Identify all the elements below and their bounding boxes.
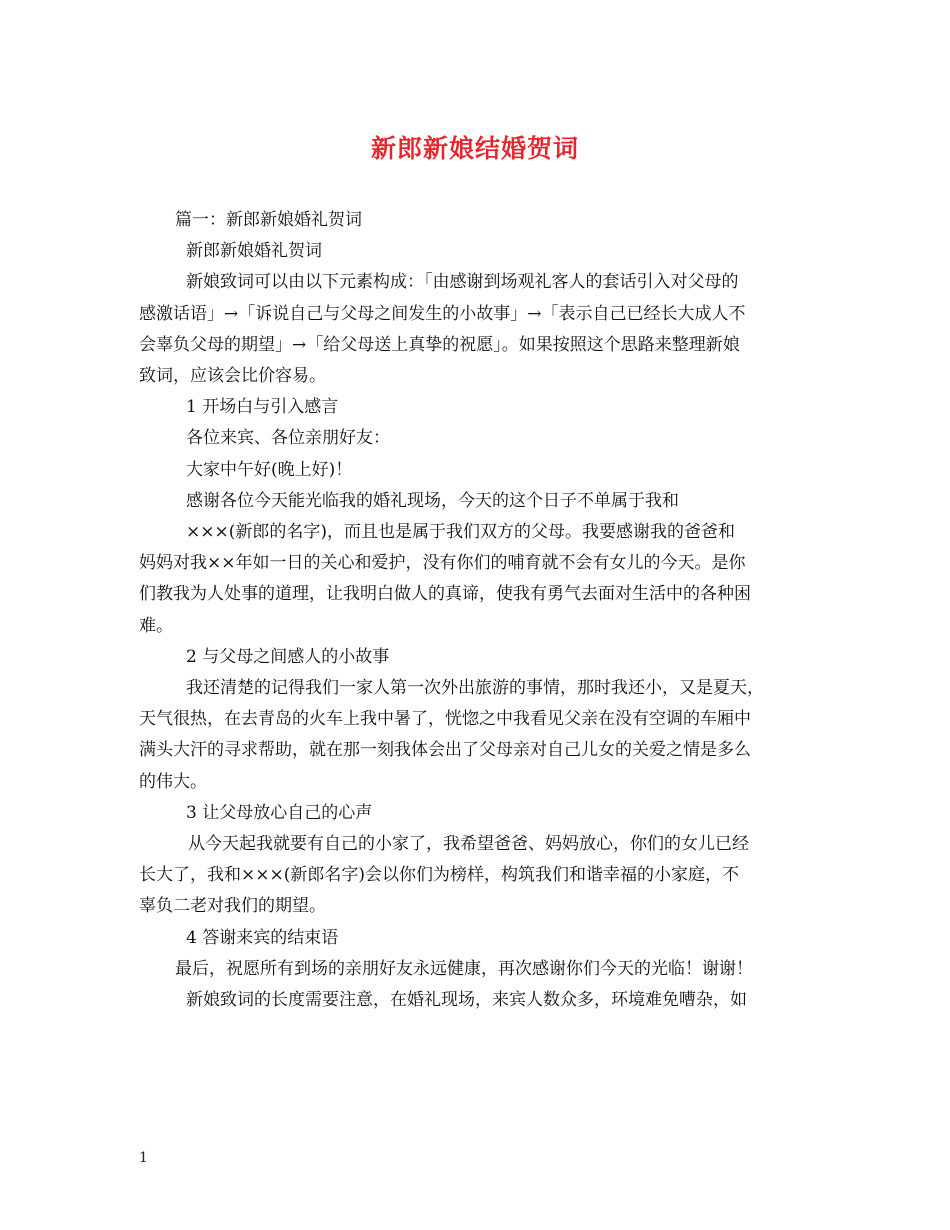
paragraph-line: 新娘致词的长度需要注意，在婚礼现场，来宾人数众多，环境难免嘈杂，如 bbox=[186, 990, 747, 1011]
paragraph-line: 大家中午好(晚上好)！ bbox=[186, 459, 353, 480]
document-body bbox=[139, 205, 829, 1016]
paragraph-line: 新娘致词可以由以下元素构成：「由感谢到场观礼客人的套话引入对父母的 bbox=[186, 272, 739, 293]
paragraph-line: 我还清楚的记得我们一家人第一次外出旅游的事情，那时我还小，又是夏天， bbox=[186, 678, 764, 699]
paragraph-line: 满头大汗的寻求帮助，就在那一刻我体会出了父母亲对自己儿女的关爱之情是多么 bbox=[139, 740, 751, 761]
paragraph-line: 最后，祝愿所有到场的亲朋好友永远健康，再次感谢你们今天的光临！谢谢！ bbox=[175, 958, 753, 979]
paragraph-line: 致词，应该会比价容易。 bbox=[139, 366, 326, 387]
page-number: 1 bbox=[139, 1150, 148, 1166]
paragraph-line: 从今天起我就要有自己的小家了，我希望爸爸、妈妈放心，你们的女儿已经 bbox=[188, 834, 749, 855]
numbered-heading: 3 让父母放心自己的心声 bbox=[186, 802, 373, 823]
paragraph-line: 各位来宾、各位亲朋好友： bbox=[186, 428, 390, 449]
numbered-heading: 4 答谢来宾的结束语 bbox=[186, 927, 339, 948]
paragraph-line: 感激话语」→「诉说自己与父母之间发生的小故事」→「表示自己已经长大成人不 bbox=[139, 303, 746, 324]
paragraph-line: 们教我为人处事的道理，让我明白做人的真谛，使我有勇气去面对生活中的各种困 bbox=[139, 584, 751, 605]
paragraph-line: 天气很热，在去青岛的火车上我中暑了，恍惚之中我看见父亲在没有空调的车厢中 bbox=[139, 709, 751, 730]
paragraph-line: 的伟大。 bbox=[139, 771, 207, 792]
numbered-heading: 2 与父母之间感人的小故事 bbox=[186, 646, 390, 667]
paragraph-line: 辜负二老对我们的期望。 bbox=[139, 896, 326, 917]
section-heading: 篇一：新郎新娘婚礼贺词 bbox=[175, 210, 362, 230]
paragraph-line: 妈妈对我××年如一日的关心和爱护，没有你们的哺育就不会有女儿的今天。是你 bbox=[139, 553, 746, 574]
paragraph-line: 难。 bbox=[139, 615, 173, 636]
paragraph-line: 感谢各位今天能光临我的婚礼现场，今天的这个日子不单属于我和 bbox=[186, 490, 679, 511]
paragraph-line: 长大了，我和×××(新郎名字)会以你们为榜样，构筑我们和谐幸福的小家庭，不 bbox=[139, 865, 739, 886]
numbered-heading: 1 开场白与引入感言 bbox=[186, 397, 339, 418]
paragraph-line: 会辜负父母的期望」→「给父母送上真挚的祝愿」。如果按照这个思路来整理新娘 bbox=[139, 334, 740, 355]
paragraph-line: ×××(新郎的名字)，而且也是属于我们双方的父母。我要感谢我的爸爸和 bbox=[186, 522, 735, 543]
document-title: 新郎新娘结婚贺词 bbox=[370, 134, 579, 163]
subheading: 新郎新娘婚礼贺词 bbox=[186, 241, 322, 262]
